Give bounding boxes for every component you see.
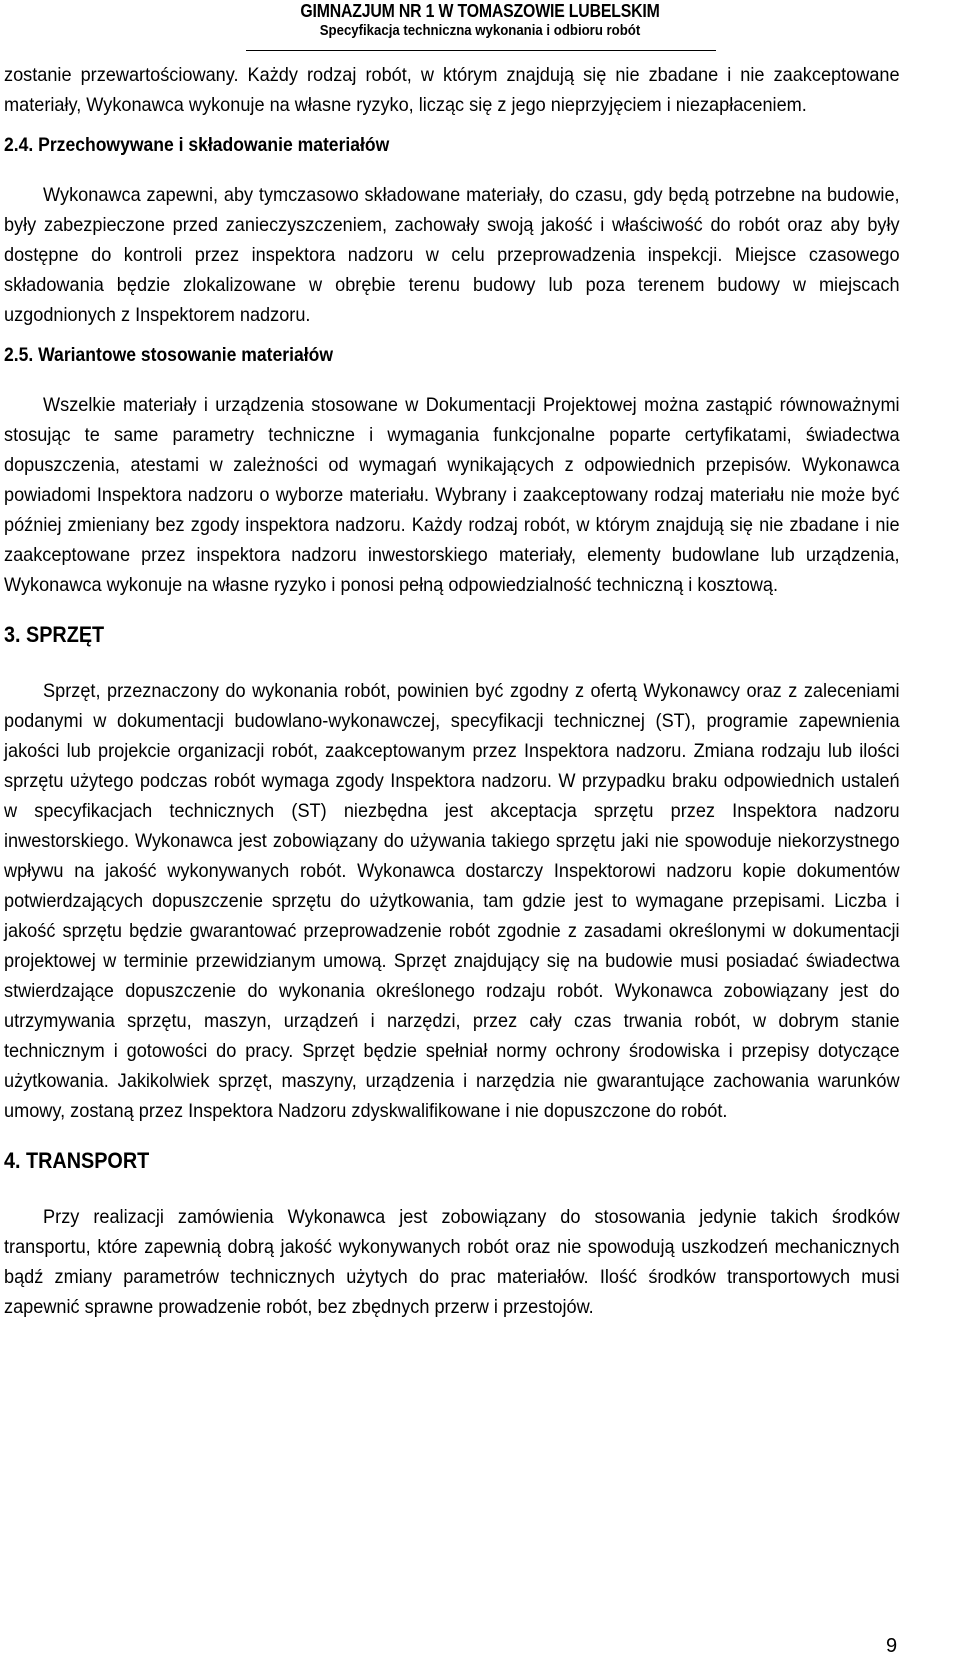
section-heading-2-5: 2.5. Wariantowe stosowanie materiałów bbox=[4, 344, 334, 366]
section-heading-2-4: 2.4. Przechowywane i składowanie materiałów bbox=[4, 134, 390, 156]
chapter-heading-3: 3. SPRZĘT bbox=[4, 622, 105, 647]
paragraph-continuation: zostanie przewartościowany. Każdy rodzaj robót, w którym znajdują się nie zbadane i nie zaakceptowane materiały, Wykonawca wykonuje na własne ryzyko, licząc się z jego nieprzyjęciem i niezapłaceniem. bbox=[4, 64, 900, 116]
paragraph-2-4: Wykonawca zapewni, aby tymczasowo składowane materiały, do czasu, gdy będą potrzebne na budowie, były zabezpieczone przed zanieczyszczeniem, zachowały swoją jakość i właściwość do robót oraz aby były dostępne do kontroli przez inspektora nadzoru w celu przeprowadzenia inspekcji. Miejsce czasowego składowania będzie zlokalizowane w obrębie terenu budowy lub poza terenem budowy w miejscach uzgodnionych z Inspektorem nadzoru. bbox=[4, 184, 900, 326]
chapter-heading-4: 4. TRANSPORT bbox=[4, 1148, 150, 1173]
header-subtitle: Specyfikacja techniczna wykonania i odbioru robót bbox=[319, 22, 641, 39]
paragraph-4: Przy realizacji zamówienia Wykonawca jest zobowiązany do stosowania jedynie takich środków transportu, które zapewnią dobrą jakość wykonywanych robót oraz nie spowodują uszkodzeń mechanicznych bądź zmiany parametrów technicznych użytych do prac materiałów. Ilość środków transportowych musi zapewnić sprawne prowadzenie robót, bez zbędnych przerw i przestojów. bbox=[4, 1206, 900, 1318]
page-header bbox=[240, 0, 720, 40]
paragraph-2-5: Wszelkie materiały i urządzenia stosowane w Dokumentacji Projektowej można zastąpić równoważnymi stosując te same parametry techniczne i wymagania funkcjonalne poparte certyfikatami, świadectwa dopuszczenia, atestami w zależności od wymagań wynikających z odpowiednich przepisów. Wykonawca powiadomi Inspektora nadzoru o wyborze materiału. Wybrany i zaakceptowany rodzaj materiału nie może być później zmieniany bez zgody inspektora nadzoru. Każdy rodzaj robót, w którym znajdują się nie zbadane i nie zaakceptowane przez inspektora nadzoru inwestorskiego materiały, elementy budowlane lub urządzenia, Wykonawca wykonuje na własne ryzyko i ponosi pełną odpowiedzialność techniczną i kosztową. bbox=[4, 394, 900, 596]
paragraph-3: Sprzęt, przeznaczony do wykonania robót, powinien być zgodny z ofertą Wykonawcy oraz z zaleceniami podanymi w dokumentacji budowlano-wykonawczej, specyfikacji technicznej (ST), programie zapewnienia jakości lub projekcie organizacji robót, zaakceptowanym przez Inspektora nadzoru. Zmiana rodzaju lub ilości sprzętu użytego podczas robót wymaga zgody Inspektora nadzoru. W przypadku braku odpowiednich ustaleń w specyfikacjach technicznych (ST) niezbędna jest akceptacja sprzętu przez Inspektora nadzoru inwestorskiego. Wykonawca jest zobowiązany do używania takiego sprzętu jaki nie spowoduje niekorzystnego wpływu na jakość wykonywanych robót. Wykonawca dostarczy Inspektorowi nadzoru kopie dokumentów potwierdzających dopuszczenie sprzętu do użytkowania, tam gdzie jest to wymagane przepisami. Liczba i jakość sprzętu będzie gwarantować przeprowadzenie robót zgodnie z zasadami określonymi w dokumentacji projektowej w terminie przewidzianym umową. Sprzęt znajdujący się na budowie musi posiadać świadectwa stwierdzające dopuszczenie do wykonania określonego rodzaju robót. Wykonawca zobowiązany jest do utrzymywania sprzętu, maszyn, urządzeń i narzędzi, przez cały czas trwania robót, w dobrym stanie technicznym i gotowości do pracy. Sprzęt będzie spełniał normy ochrony środowiska i przepisy dotyczące użytkowania. Jakikolwiek sprzęt, maszyny, urządzenia i narzędzia nie gwarantujące zachowania warunków umowy, zostaną przez Inspektora Nadzoru zdyskwalifikowane i nie dopuszczone do robót. bbox=[4, 680, 900, 1122]
header-title: GIMNAZJUM NR 1 W TOMASZOWIE LUBELSKIM bbox=[300, 1, 660, 21]
page-number: 9 bbox=[886, 1635, 898, 1657]
header-divider bbox=[246, 50, 716, 51]
document-body bbox=[4, 60, 900, 1322]
